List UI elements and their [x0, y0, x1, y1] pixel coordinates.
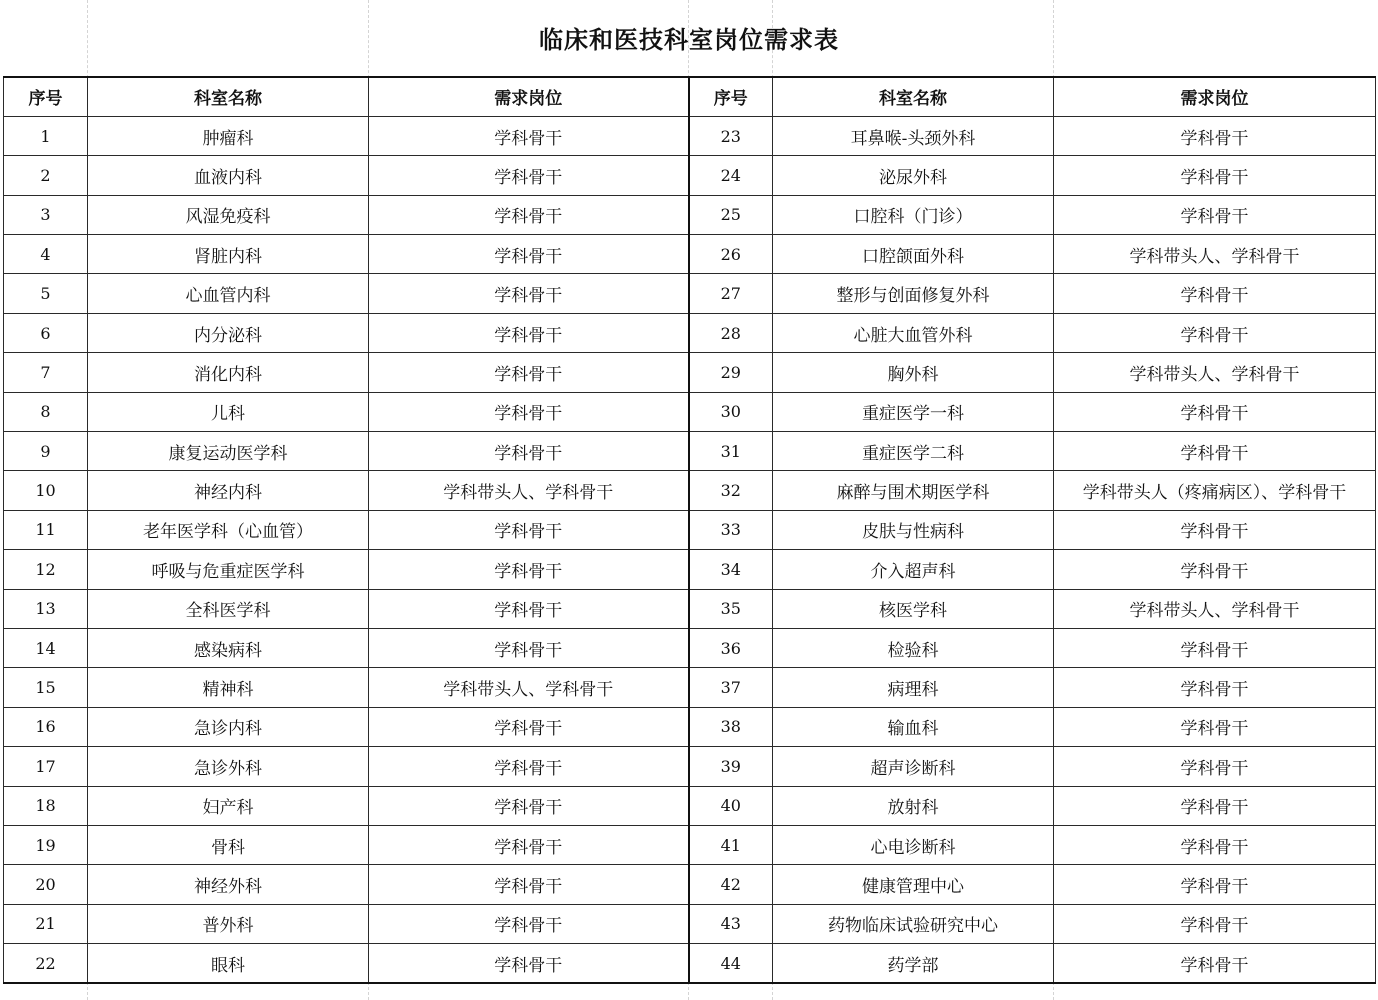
cell-post-right[interactable]: 学科骨干 — [1054, 904, 1376, 943]
cell-post-right[interactable]: 学科骨干 — [1054, 825, 1376, 864]
cell-post-right[interactable]: 学科骨干 — [1054, 510, 1376, 549]
cell-no-left[interactable]: 15 — [4, 668, 88, 707]
cell-dept-right[interactable]: 胸外科 — [773, 353, 1054, 392]
cell-post-left[interactable]: 学科骨干 — [369, 786, 689, 825]
cell-post-right[interactable]: 学科骨干 — [1054, 865, 1376, 904]
cell-no-right[interactable]: 32 — [689, 471, 773, 510]
cell-dept-right[interactable]: 检验科 — [773, 628, 1054, 667]
cell-no-left[interactable]: 21 — [4, 904, 88, 943]
cell-dept-left[interactable]: 骨科 — [88, 825, 369, 864]
cell-no-right[interactable]: 36 — [689, 628, 773, 667]
cell-no-left[interactable]: 5 — [4, 274, 88, 313]
table-row — [4, 432, 1376, 471]
table-body — [4, 116, 1376, 983]
cell-no-right[interactable]: 38 — [689, 707, 773, 746]
cell-post-right[interactable]: 学科带头人（疼痛病区）、学科骨干 — [1054, 471, 1376, 510]
cell-post-right[interactable]: 学科骨干 — [1054, 195, 1376, 234]
cell-no-left[interactable]: 20 — [4, 865, 88, 904]
cell-dept-right[interactable]: 心脏大血管外科 — [773, 313, 1054, 352]
cell-no-right[interactable]: 23 — [689, 116, 773, 155]
cell-no-left[interactable]: 14 — [4, 628, 88, 667]
table-row — [4, 589, 1376, 628]
table-row — [4, 550, 1376, 589]
cell-no-left[interactable]: 17 — [4, 747, 88, 786]
table-row — [4, 510, 1376, 549]
cell-dept-left[interactable]: 消化内科 — [88, 353, 369, 392]
cell-post-left[interactable]: 学科带头人、学科骨干 — [369, 668, 689, 707]
table-row — [4, 628, 1376, 667]
cell-dept-left[interactable]: 血液内科 — [88, 156, 369, 195]
cell-dept-right[interactable]: 健康管理中心 — [773, 865, 1054, 904]
cell-no-right[interactable]: 42 — [689, 865, 773, 904]
cell-dept-left[interactable]: 肾脏内科 — [88, 235, 369, 274]
cell-no-right[interactable]: 37 — [689, 668, 773, 707]
cell-dept-right[interactable]: 耳鼻喉-头颈外科 — [773, 116, 1054, 155]
cell-no-left[interactable]: 8 — [4, 392, 88, 431]
header-post-right[interactable]: 需求岗位 — [1054, 77, 1376, 116]
cell-dept-right[interactable]: 重症医学一科 — [773, 392, 1054, 431]
cell-post-right[interactable]: 学科骨干 — [1054, 707, 1376, 746]
header-no-right[interactable]: 序号 — [689, 77, 773, 116]
cell-no-right[interactable]: 44 — [689, 944, 773, 983]
header-dept-left[interactable]: 科室名称 — [88, 77, 369, 116]
cell-dept-right[interactable]: 病理科 — [773, 668, 1054, 707]
cell-dept-right[interactable]: 麻醉与围术期医学科 — [773, 471, 1054, 510]
cell-no-left[interactable]: 6 — [4, 313, 88, 352]
cell-post-left[interactable]: 学科骨干 — [369, 432, 689, 471]
cell-dept-right[interactable]: 药学部 — [773, 944, 1054, 983]
header-post-left[interactable]: 需求岗位 — [369, 77, 689, 116]
cell-no-right[interactable]: 43 — [689, 904, 773, 943]
table-row — [4, 825, 1376, 864]
cell-dept-left[interactable]: 内分泌科 — [88, 313, 369, 352]
cell-post-right[interactable]: 学科带头人、学科骨干 — [1054, 235, 1376, 274]
table-row — [4, 471, 1376, 510]
cell-dept-right[interactable]: 泌尿外科 — [773, 156, 1054, 195]
cell-post-right[interactable]: 学科骨干 — [1054, 313, 1376, 352]
cell-post-right[interactable]: 学科骨干 — [1054, 550, 1376, 589]
cell-no-left[interactable]: 7 — [4, 353, 88, 392]
cell-dept-left[interactable]: 心血管内科 — [88, 274, 369, 313]
cell-no-left[interactable]: 2 — [4, 156, 88, 195]
cell-no-right[interactable]: 26 — [689, 235, 773, 274]
cell-dept-right[interactable]: 药物临床试验研究中心 — [773, 904, 1054, 943]
cell-dept-right[interactable]: 放射科 — [773, 786, 1054, 825]
table-row — [4, 668, 1376, 707]
cell-no-left[interactable]: 4 — [4, 235, 88, 274]
cell-no-right[interactable]: 34 — [689, 550, 773, 589]
table-title: 临床和医技科室岗位需求表 — [539, 25, 839, 54]
cell-dept-right[interactable]: 核医学科 — [773, 589, 1054, 628]
cell-post-left[interactable]: 学科骨干 — [369, 628, 689, 667]
header-dept-right[interactable]: 科室名称 — [773, 77, 1054, 116]
cell-post-right[interactable]: 学科骨干 — [1054, 432, 1376, 471]
table-row — [4, 274, 1376, 313]
cell-no-right[interactable]: 24 — [689, 156, 773, 195]
table-row — [4, 313, 1376, 352]
cell-post-right[interactable]: 学科骨干 — [1054, 747, 1376, 786]
cell-dept-right[interactable]: 皮肤与性病科 — [773, 510, 1054, 549]
cell-post-left[interactable]: 学科骨干 — [369, 313, 689, 352]
cell-post-left[interactable]: 学科骨干 — [369, 235, 689, 274]
cell-post-left[interactable]: 学科骨干 — [369, 747, 689, 786]
cell-post-left[interactable]: 学科骨干 — [369, 865, 689, 904]
cell-dept-left[interactable]: 神经外科 — [88, 865, 369, 904]
cell-no-right[interactable]: 41 — [689, 825, 773, 864]
cell-post-right[interactable]: 学科骨干 — [1054, 786, 1376, 825]
cell-no-right[interactable]: 27 — [689, 274, 773, 313]
cell-no-left[interactable]: 9 — [4, 432, 88, 471]
cell-dept-right[interactable]: 整形与创面修复外科 — [773, 274, 1054, 313]
cell-post-left[interactable]: 学科骨干 — [369, 274, 689, 313]
table-row — [4, 392, 1376, 431]
cell-post-left[interactable]: 学科骨干 — [369, 195, 689, 234]
cell-dept-left[interactable]: 肿瘤科 — [88, 116, 369, 155]
cell-post-right[interactable]: 学科骨干 — [1054, 116, 1376, 155]
cell-dept-left[interactable]: 普外科 — [88, 904, 369, 943]
cell-dept-right[interactable]: 输血科 — [773, 707, 1054, 746]
cell-no-left[interactable]: 10 — [4, 471, 88, 510]
header-no-left[interactable]: 序号 — [4, 77, 88, 116]
cell-post-left[interactable]: 学科骨干 — [369, 944, 689, 983]
cell-dept-right[interactable]: 口腔颌面外科 — [773, 235, 1054, 274]
cell-no-right[interactable]: 28 — [689, 313, 773, 352]
cell-post-right[interactable]: 学科骨干 — [1054, 392, 1376, 431]
cell-dept-right[interactable]: 介入超声科 — [773, 550, 1054, 589]
cell-no-right[interactable]: 39 — [689, 747, 773, 786]
cell-no-right[interactable]: 25 — [689, 195, 773, 234]
cell-post-left[interactable]: 学科骨干 — [369, 156, 689, 195]
table-row — [4, 707, 1376, 746]
table-row — [4, 195, 1376, 234]
cell-dept-left[interactable]: 急诊内科 — [88, 707, 369, 746]
cell-dept-right[interactable]: 口腔科（门诊） — [773, 195, 1054, 234]
cell-no-left[interactable]: 22 — [4, 944, 88, 983]
cell-no-right[interactable]: 31 — [689, 432, 773, 471]
cell-no-left[interactable]: 18 — [4, 786, 88, 825]
cell-post-right[interactable]: 学科骨干 — [1054, 668, 1376, 707]
table-row — [4, 156, 1376, 195]
cell-no-left[interactable]: 19 — [4, 825, 88, 864]
cell-dept-left[interactable]: 康复运动医学科 — [88, 432, 369, 471]
cell-no-right[interactable]: 40 — [689, 786, 773, 825]
cell-dept-left[interactable]: 儿科 — [88, 392, 369, 431]
cell-no-right[interactable]: 30 — [689, 392, 773, 431]
cell-dept-left[interactable]: 精神科 — [88, 668, 369, 707]
table-row — [4, 235, 1376, 274]
table-row — [4, 865, 1376, 904]
cell-post-right[interactable]: 学科骨干 — [1054, 628, 1376, 667]
cell-post-left[interactable]: 学科骨干 — [369, 392, 689, 431]
cell-dept-left[interactable]: 神经内科 — [88, 471, 369, 510]
cell-dept-left[interactable]: 呼吸与危重症医学科 — [88, 550, 369, 589]
cell-dept-left[interactable]: 感染病科 — [88, 628, 369, 667]
cell-dept-left[interactable]: 风湿免疫科 — [88, 195, 369, 234]
cell-post-right[interactable]: 学科骨干 — [1054, 274, 1376, 313]
cell-post-left[interactable]: 学科骨干 — [369, 510, 689, 549]
requirements-table — [3, 76, 1376, 984]
cell-no-left[interactable]: 13 — [4, 589, 88, 628]
cell-post-left[interactable]: 学科骨干 — [369, 353, 689, 392]
cell-dept-left[interactable]: 全科医学科 — [88, 589, 369, 628]
cell-post-left[interactable]: 学科骨干 — [369, 825, 689, 864]
cell-dept-left[interactable]: 老年医学科（心血管） — [88, 510, 369, 549]
cell-no-left[interactable]: 16 — [4, 707, 88, 746]
cell-dept-right[interactable]: 超声诊断科 — [773, 747, 1054, 786]
cell-post-left[interactable]: 学科骨干 — [369, 550, 689, 589]
cell-no-left[interactable]: 12 — [4, 550, 88, 589]
cell-dept-right[interactable]: 心电诊断科 — [773, 825, 1054, 864]
cell-dept-left[interactable]: 急诊外科 — [88, 747, 369, 786]
cell-post-right[interactable]: 学科带头人、学科骨干 — [1054, 589, 1376, 628]
cell-post-right[interactable]: 学科骨干 — [1054, 156, 1376, 195]
cell-post-right[interactable]: 学科带头人、学科骨干 — [1054, 353, 1376, 392]
cell-no-right[interactable]: 29 — [689, 353, 773, 392]
table-row — [4, 116, 1376, 155]
cell-dept-right[interactable]: 重症医学二科 — [773, 432, 1054, 471]
table-row — [4, 353, 1376, 392]
cell-post-left[interactable]: 学科骨干 — [369, 116, 689, 155]
cell-no-right[interactable]: 35 — [689, 589, 773, 628]
cell-dept-left[interactable]: 妇产科 — [88, 786, 369, 825]
cell-no-left[interactable]: 11 — [4, 510, 88, 549]
cell-dept-left[interactable]: 眼科 — [88, 944, 369, 983]
header-row — [4, 77, 1376, 116]
cell-post-left[interactable]: 学科骨干 — [369, 707, 689, 746]
cell-post-right[interactable]: 学科骨干 — [1054, 944, 1376, 983]
cell-post-left[interactable]: 学科带头人、学科骨干 — [369, 471, 689, 510]
table-row — [4, 786, 1376, 825]
table-row — [4, 944, 1376, 983]
table-row — [4, 747, 1376, 786]
cell-no-left[interactable]: 3 — [4, 195, 88, 234]
cell-post-left[interactable]: 学科骨干 — [369, 904, 689, 943]
table-row — [4, 904, 1376, 943]
cell-post-left[interactable]: 学科骨干 — [369, 589, 689, 628]
cell-no-left[interactable]: 1 — [4, 116, 88, 155]
cell-no-right[interactable]: 33 — [689, 510, 773, 549]
